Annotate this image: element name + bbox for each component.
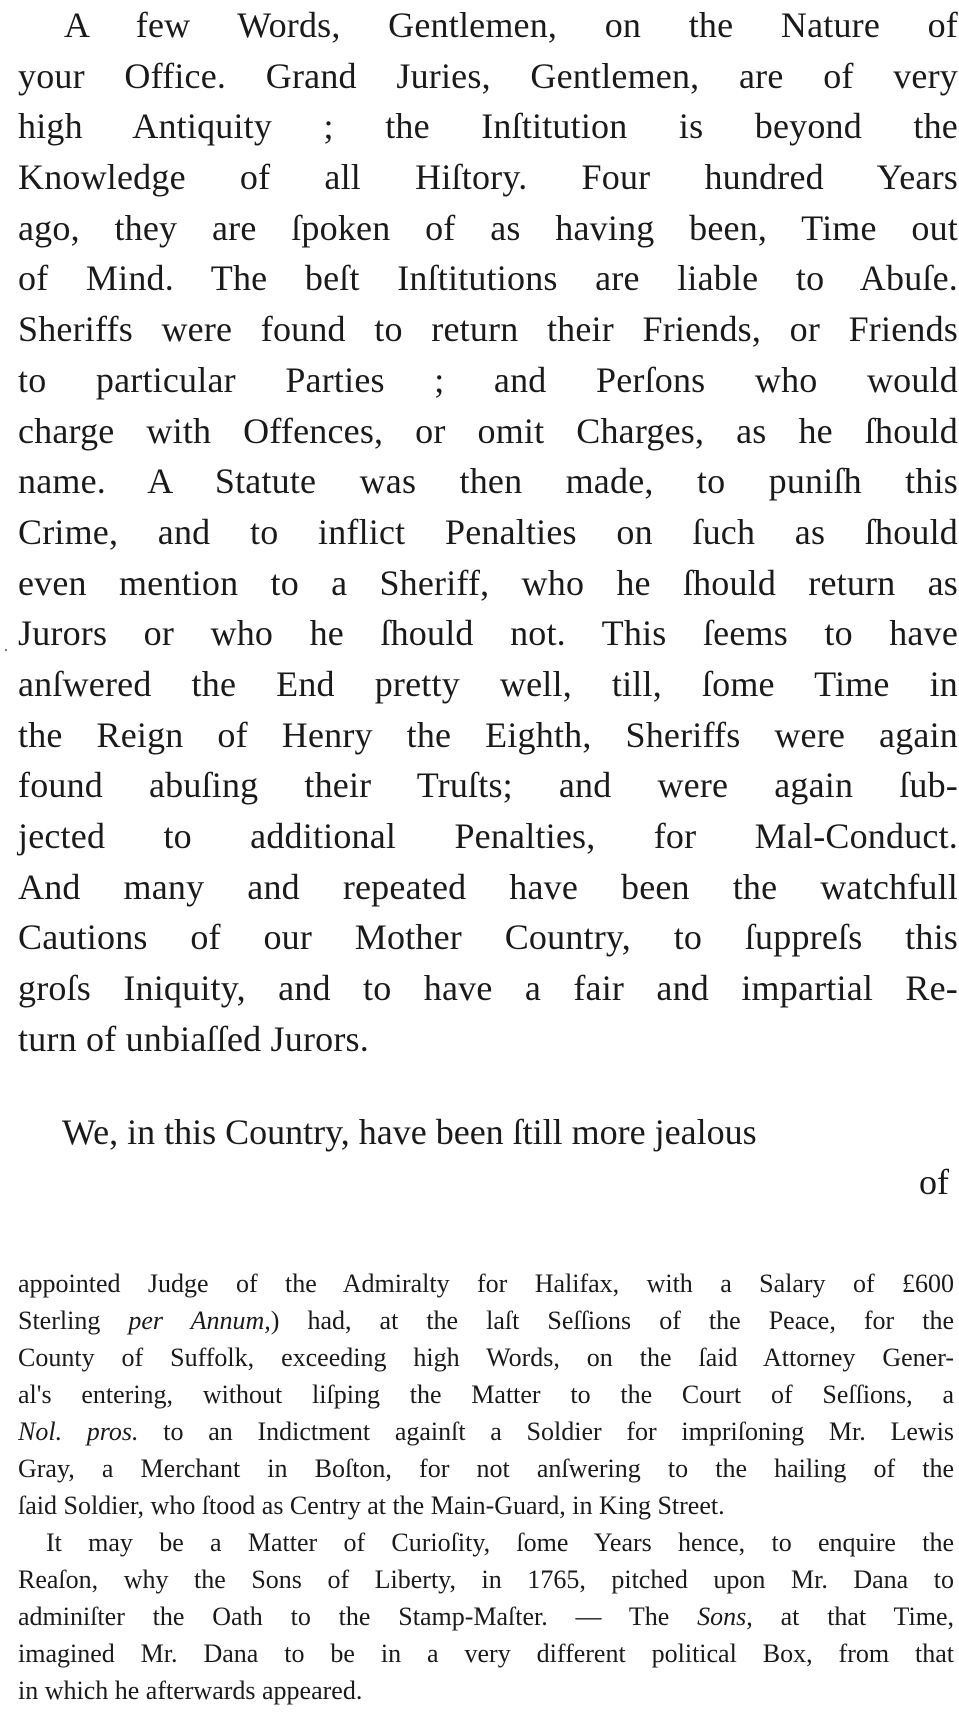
text-line: anſwered the End pretty well, till, ſome Time in bbox=[18, 663, 958, 704]
footnote-line bbox=[18, 1487, 954, 1524]
catchword: of bbox=[919, 1162, 949, 1202]
text-line: groſs Iniquity, and to have a fair and impartial Re- bbox=[18, 968, 958, 1009]
text-line: ago, they are ſpoken of as having been, Time out bbox=[18, 207, 958, 248]
footnote-paragraph-1 bbox=[18, 1265, 954, 1524]
italic-text: Nol. pros. bbox=[18, 1417, 139, 1446]
text-segment: ) had, at the laſt Seſſions of the Peace, for the bbox=[270, 1306, 954, 1335]
text-line: Crime, and to inflict Penalties on ſuch as ſhould bbox=[18, 511, 958, 552]
text-segment: Gray, a Merchant in Boſton, for not anſwering to the hailing of the bbox=[18, 1454, 954, 1483]
text-line: turn of unbiaſſed Jurors. bbox=[18, 1018, 369, 1059]
footnotes bbox=[18, 1265, 954, 1709]
text-line: Knowledge of all Hiſtory. Four hundred Years bbox=[18, 157, 958, 198]
text-line: your Office. Grand Juries, Gentlemen, are of very bbox=[18, 55, 958, 96]
italic-text: Sons bbox=[697, 1602, 747, 1631]
text-line: name. A Statute was then made, to puniſh this bbox=[18, 461, 958, 502]
text-segment: appointed Judge of the Admiralty for Halifax, with a Salary of £600 bbox=[18, 1269, 954, 1298]
footnote-line bbox=[18, 1598, 954, 1635]
text-segment: in which he afterwards appeared. bbox=[18, 1676, 363, 1705]
text-segment: to an Indictment againſt a Soldier for impriſoning Mr. Lewis bbox=[138, 1417, 954, 1446]
text-line: of Mind. The beſt Inſtitutions are liable to Abuſe. bbox=[18, 258, 958, 299]
text-line: found abuſing their Truſts; and were again ſub- bbox=[18, 765, 958, 806]
text-line: And many and repeated have been the watchfull bbox=[18, 866, 958, 907]
text-line: high Antiquity ; the Inſtitution is beyond the bbox=[18, 106, 958, 147]
footnote-line bbox=[18, 1265, 954, 1302]
main-paragraph bbox=[18, 0, 958, 1064]
text-line: Cautions of our Mother Country, to ſuppreſs this bbox=[18, 917, 958, 958]
footnote-line bbox=[18, 1413, 954, 1450]
footnote-line bbox=[18, 1339, 954, 1376]
text-line: charge with Offences, or omit Charges, as he ſhould bbox=[18, 410, 958, 451]
text-line: Jurors or who he ſhould not. This ſeems to have bbox=[18, 613, 958, 654]
text-segment: al's entering, without liſping the Matter to the Court of Seſſions, a bbox=[18, 1380, 954, 1409]
text-segment: Sterling bbox=[18, 1306, 129, 1335]
footnote-line bbox=[18, 1672, 954, 1709]
second-paragraph-line: We, in this Country, have been ſtill more jealous bbox=[62, 1112, 757, 1152]
text-line: even mention to a Sheriff, who he ſhould return as bbox=[18, 562, 958, 603]
footnote-line bbox=[18, 1635, 954, 1672]
text-line: Sheriffs were found to return their Friends, or Friends bbox=[18, 309, 958, 350]
text-segment: , at that Time, bbox=[746, 1602, 954, 1631]
text-segment: It may be a Matter of Curioſity, ſome Years hence, to enquire the bbox=[46, 1528, 954, 1557]
text-line: A few Words, Gentlemen, on the Nature of bbox=[64, 5, 958, 45]
text-line: to particular Parties ; and Perſons who would bbox=[18, 359, 958, 400]
footnote-line bbox=[18, 1524, 954, 1561]
text-line: the Reign of Henry the Eighth, Sheriffs were again bbox=[18, 714, 958, 755]
text-segment: imagined Mr. Dana to be in a very different political Box, from that bbox=[18, 1639, 954, 1668]
text-line: jected to additional Penalties, for Mal-Conduct. bbox=[18, 816, 958, 856]
text-segment: Reaſon, why the Sons of Liberty, in 1765, pitched upon Mr. Dana to bbox=[18, 1565, 954, 1594]
footnote-line bbox=[18, 1376, 954, 1413]
footnote-line bbox=[18, 1450, 954, 1487]
second-paragraph bbox=[62, 1107, 958, 1157]
margin-dot: . bbox=[4, 638, 8, 655]
text-segment: adminiſter the Oath to the Stamp-Maſter. — The bbox=[18, 1602, 698, 1631]
footnote-line bbox=[18, 1302, 954, 1339]
text-segment: ſaid Soldier, who ſtood as Centry at the Main-Guard, in King Street. bbox=[18, 1491, 725, 1520]
footnote-line bbox=[18, 1561, 954, 1598]
text-segment: County of Suffolk, exceeding high Words, on the ſaid Attorney Gener- bbox=[18, 1343, 954, 1372]
footnote-paragraph-2 bbox=[18, 1524, 954, 1709]
italic-text: per Annum, bbox=[128, 1306, 271, 1335]
